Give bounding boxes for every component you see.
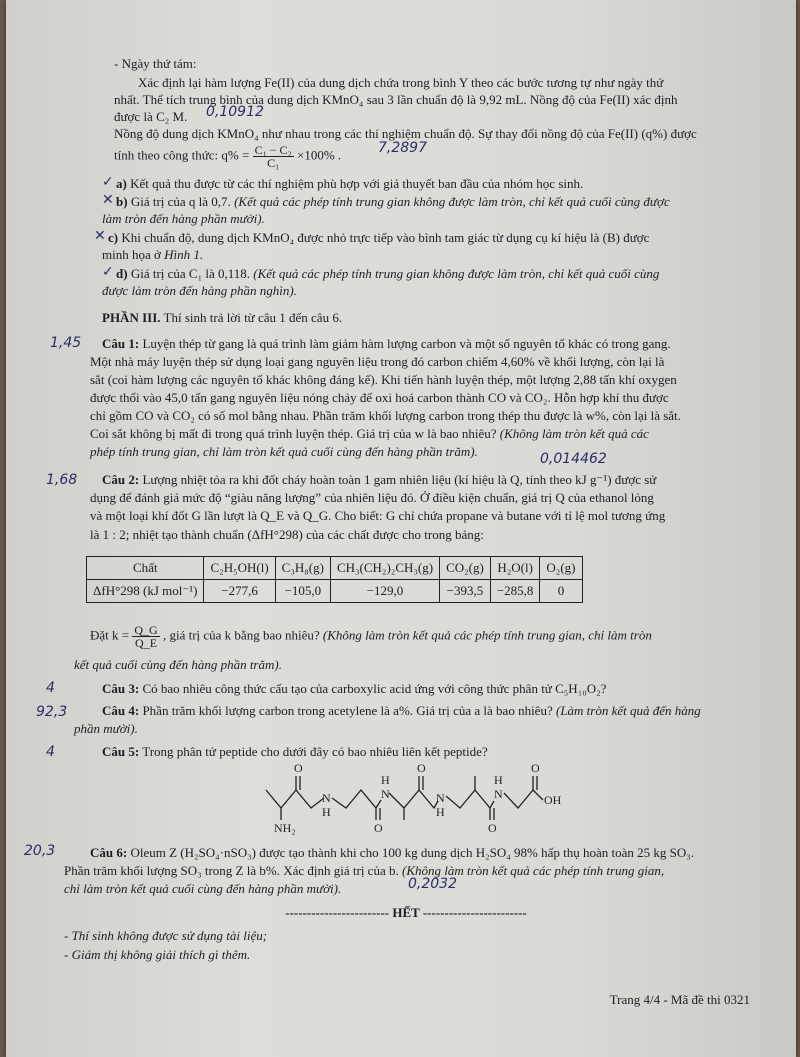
table-header: Chất (87, 557, 204, 580)
handwritten-score-q3: 4 (46, 680, 55, 696)
para1-line4: Nồng độ dung dịch KMnO₄ như nhau trong các thí nghiệm chuẩn độ. Sự thay đổi nồng độ của Fe(II) (q%) được (114, 126, 697, 141)
peptide-atom-o: O (294, 761, 303, 775)
k-fraction: $\frac{Q\_G}{Q\_E}$ (134, 623, 158, 650)
statement-b: b) Giá trị của q là 0,7. (Kết quả các phép tính trung gian không được làm tròn, chỉ kết quả cuối cùng được (116, 194, 670, 209)
q1-line2: Một nhà máy luyện thép sử dụng loại gang nguyên liệu trong đó carbon chiếm 4,60% về khối lượng, còn lại là (90, 354, 665, 369)
q1-line1: Câu 1: Luyện thép từ gang là quá trình làm giảm hàm lượng carbon và một số nguyên tố khác có trong gang. (102, 336, 671, 351)
end-marker: ------------------------ HẾT ------------------------ (285, 905, 527, 920)
handwritten-score-q2: 1,68 (46, 472, 78, 488)
cross-icon: ✕ (102, 192, 114, 208)
handwritten-q1-answer: 0,014462 (540, 451, 607, 467)
q5-line: Câu 5: Trong phân tử peptide cho dưới đây có bao nhiêu liên kết peptide? (102, 744, 488, 759)
para1-line2: nhất. Thể tích trung bình của dung dịch KMnO₄ sau 3 lần chuẩn độ là 9,92 mL. Nồng độ của Fe(II) xác định (114, 92, 678, 107)
handwritten-c2: 0,10912 (206, 104, 264, 120)
q2-line4: là 1 : 2; nhiệt tạo thành chuẩn (ΔfH°298) của các chất được cho trong bảng: (90, 527, 484, 542)
para1-line3: được là C₂ M. (114, 109, 188, 124)
handwritten-score-q4: 92,3 (36, 704, 68, 720)
statement-c: c) Khi chuẩn độ, dung dịch KMnO₄ được nhỏ trực tiếp vào bình tam giác từ dụng cụ kí hiệu là (B) được (108, 230, 650, 245)
formula-denominator: C₁ (267, 156, 280, 170)
table-cell: −285,8 (490, 580, 540, 603)
q1-line3: sắt (coi hàm lượng các nguyên tố khác không đáng kể). Khi tiến hành luyện thép, một lượng 2,88 tấn khí oxygen (90, 372, 677, 387)
q1-line4: được thổi vào 45,0 tấn gang nguyên liệu nóng chảy để oxi hoá carbon thành CO và CO₂. Hỗn hợp khí thu được (90, 390, 669, 405)
peptide-atom-o: O (531, 761, 540, 775)
formula-numerator: C₁ − C₂ (254, 143, 292, 157)
q6-line1: Câu 6: Oleum Z (H₂SO₄·nSO₃) được tạo thành khi cho 100 kg dung dịch H₂SO₄ 98% hấp thụ hoàn toàn 25 kg SO₃. (90, 845, 695, 860)
check-icon: ✓ (102, 174, 114, 190)
enthalpy-table (86, 556, 583, 603)
check-icon: ✓ (102, 264, 114, 280)
peptide-nh2: NH₂ (274, 821, 296, 835)
handwritten-q6-answer: 0,2032 (408, 876, 457, 892)
exam-page (6, 0, 796, 1057)
table-header: CO₂(g) (440, 557, 491, 580)
formula-fraction (253, 144, 294, 169)
handwritten-q: 7,2897 (378, 140, 427, 156)
peptide-atom-n: N (322, 791, 331, 805)
table-header: CH₃(CH₂)₂CH₃(g) (330, 557, 439, 580)
formula-line (114, 144, 341, 169)
table-cell: 0 (540, 580, 582, 603)
handwritten-score-q5: 4 (46, 744, 55, 760)
q1-line6: Coi sắt không bị mất đi trong quá trình luyện thép. Giá trị của w là bao nhiêu? (Không làm tròn kết quả các (90, 426, 649, 441)
para1-line1: Xác định lại hàm lượng Fe(II) của dung dịch chứa trong bình Y theo các bước tương tự như ngày thứ (138, 75, 664, 90)
table-header: C₃H₈(g) (275, 557, 330, 580)
peptide-atom-o: O (488, 821, 497, 835)
table-cell: −277,6 (204, 580, 275, 603)
peptide-atom-o: O (417, 761, 426, 775)
note-2: - Giám thị không giải thích gì thêm. (64, 947, 251, 962)
peptide-structure (246, 758, 586, 840)
table-header: H₂O(l) (490, 557, 540, 580)
q4-line: Câu 4: Phần trăm khối lượng carbon trong acetylene là a%. Giá trị của a là bao nhiêu? (Làm tròn kết quả đến hàng (102, 703, 701, 718)
handwritten-score-q6: 20,3 (24, 843, 56, 859)
q1-line5: chỉ gồm CO và CO₂ có số mol bằng nhau. Phần trăm khối lượng carbon trong thép thu được là w%, còn lại là sắt. (90, 408, 681, 423)
statement-d: d) Giá trị của C₁ là 0,118. (Kết quả các phép tính trung gian không được làm tròn, chỉ kết quả cuối cùng (116, 266, 660, 281)
peptide-atom-h: H (381, 773, 390, 787)
q2-line3: và một loại khí đốt G lần lượt là Q_E và Q_G. Cho biết: G chỉ chứa propane và butane với tỉ lệ mol tương ứng (90, 508, 666, 523)
table-cell: −393,5 (440, 580, 491, 603)
statement-c-line2: minh họa ở Hình 1. (102, 247, 204, 262)
table-header-row (87, 557, 583, 580)
q2-k-note: kết quả cuối cùng đến hàng phần trăm). (74, 657, 282, 672)
q6-note: chỉ làm tròn kết quả cuối cùng đến hàng phần mười). (64, 881, 342, 896)
table-header: C₂H₅OH(l) (204, 557, 275, 580)
handwritten-score-q1: 1,45 (50, 335, 82, 351)
q2-k-line: Đặt k = $\frac{Q\_G}{Q\_E}$ , giá trị của k bằng bao nhiêu? (Không làm tròn kết quả các phép tính trung gian, chỉ làm tròn (90, 623, 652, 650)
table-cell: −105,0 (275, 580, 330, 603)
peptide-atom-h: H (436, 805, 445, 819)
statement-b-note: làm tròn đến hàng phần mười). (102, 211, 265, 226)
peptide-atom-n: N (436, 791, 445, 805)
q2-line1: Câu 2: Lượng nhiệt tỏa ra khi đốt cháy hoàn toàn 1 gam nhiên liệu (kí hiệu là Q, tính theo kJ g⁻¹) được sử (102, 472, 657, 487)
peptide-atom-h: H (322, 805, 331, 819)
peptide-atom-n: N (494, 787, 503, 801)
q3-line: Câu 3: Có bao nhiêu công thức cấu tạo của carboxylic acid ứng với công thức phân tử C₅H₁₀O₂? (102, 681, 607, 696)
peptide-atom-o: O (374, 821, 383, 835)
table-row (87, 580, 583, 603)
cross-icon: ✕ (94, 228, 106, 244)
part3-heading: PHẦN III. Thí sinh trả lời từ câu 1 đến câu 6. (102, 310, 343, 325)
peptide-atom-n: N (381, 787, 390, 801)
q1-note: phép tính trung gian, chỉ làm tròn kết quả cuối cùng đến hàng phần trăm). (90, 444, 478, 459)
q6-line2: Phần trăm khối lượng SO₃ trong Z là b%. Xác định giá trị của b. (Không làm tròn kết quả các phép tính trung gian, (64, 863, 665, 878)
note-1: - Thí sinh không được sử dụng tài liệu; (64, 928, 268, 943)
q4-note: phần mười). (74, 721, 138, 736)
peptide-oh: OH (544, 793, 562, 807)
table-cell: −129,0 (330, 580, 439, 603)
q2-line2: dụng để đánh giá mức độ “giàu năng lượng” của nhiên liệu đó. Ở điều kiện chuẩn, giá trị Q của ethanol lỏng (90, 490, 654, 505)
formula-suffix: ×100% . (296, 147, 342, 163)
page-footer: Trang 4/4 - Mã đề thi 0321 (609, 992, 750, 1007)
statement-a: a) Kết quả thu được từ các thí nghiệm phù hợp với giả thuyết ban đầu của nhóm học sinh. (116, 176, 584, 191)
day-heading: - Ngày thứ tám: (114, 56, 197, 71)
table-header: O₂(g) (540, 557, 582, 580)
peptide-atom-h: H (494, 773, 503, 787)
formula-prefix: tính theo công thức: q% = (114, 147, 250, 163)
statement-d-note: được làm tròn đến hàng phần nghìn). (102, 283, 297, 298)
table-row-label: ΔfH°298 (kJ mol⁻¹) (87, 580, 204, 603)
